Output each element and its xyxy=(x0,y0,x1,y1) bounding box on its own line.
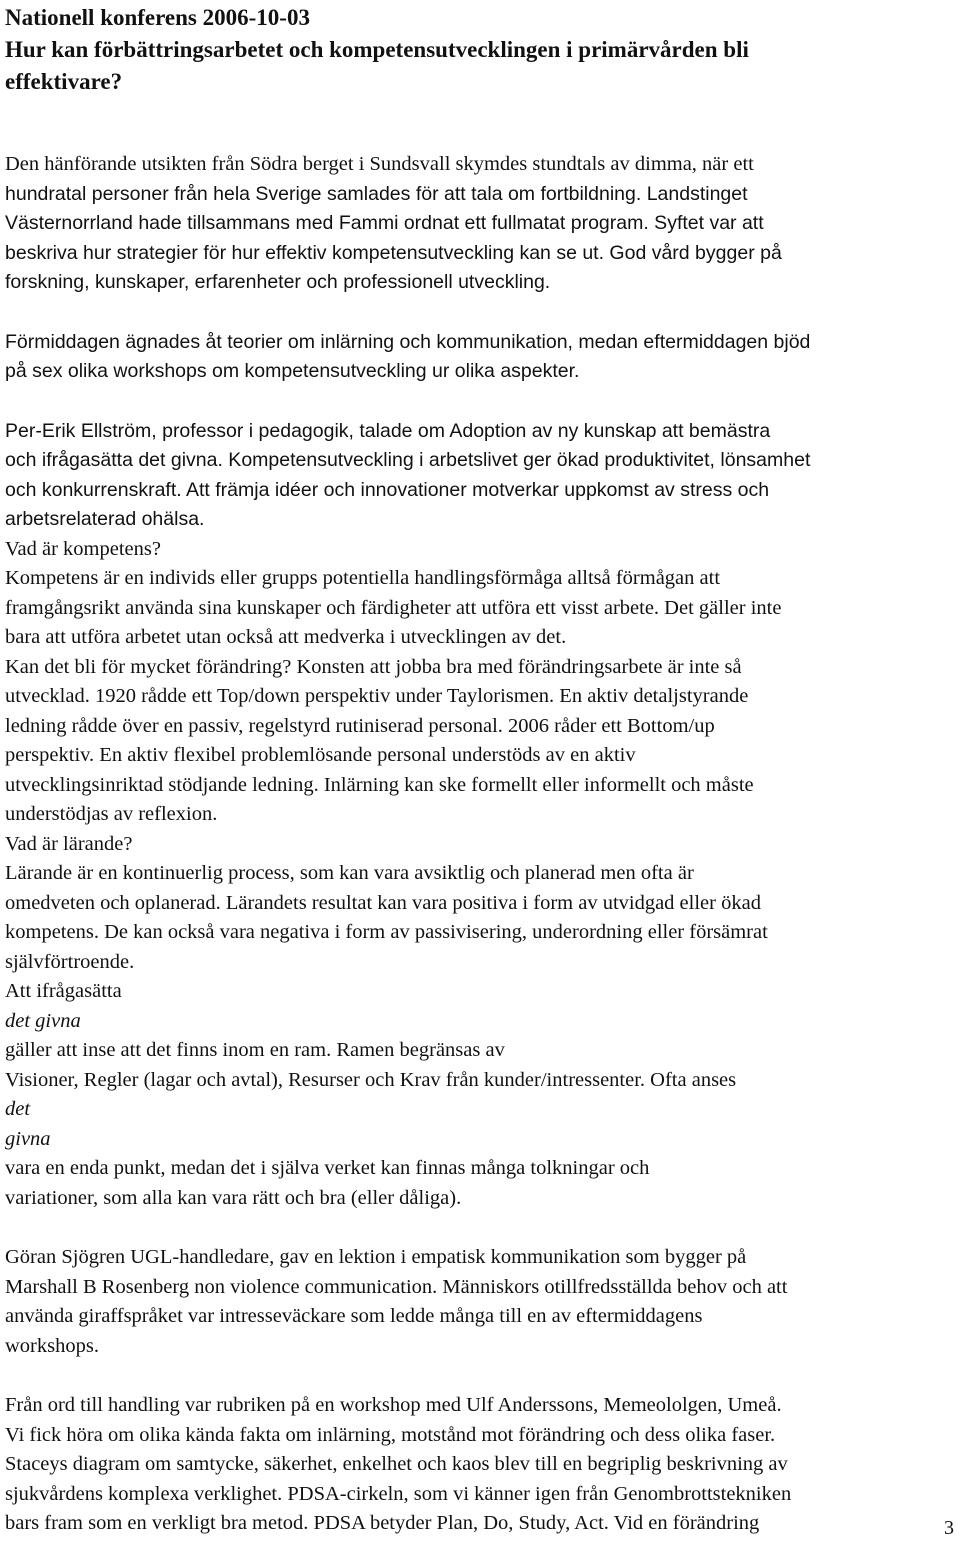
text-line: sjukvårdens komplexa verklighet. PDSA-cirkeln, som vi känner igen från Genombrottstekniken xyxy=(5,1482,792,1505)
subheading: Vad är kompetens? xyxy=(5,537,161,560)
text-line: Västernorrland hade tillsammans med Fammi ordnat ett fullmatat program. Syftet var att xyxy=(5,212,764,234)
text-line: använda giraffspråket var intresseväckare som ledde många till en av eftermiddagens xyxy=(5,1305,703,1327)
workshop-paragraph xyxy=(5,1391,955,1539)
document-page xyxy=(5,0,955,1539)
text-line: understödjas av reflexion. xyxy=(5,803,218,825)
text-line: på sex olika workshops om kompetensutveckling ur olika aspekter. xyxy=(5,360,580,382)
text-line: perspektiv. En aktiv flexibel problemlösande personal understöds av en aktiv xyxy=(5,744,636,766)
text-line: Göran Sjögren UGL-handledare, gav en lektion i empatisk kommunikation som bygger på xyxy=(5,1246,747,1268)
text-line: kompetens. De kan också vara negativa i form av passivisering, underordning eller försämrat xyxy=(5,921,768,943)
text-line: Förmiddagen ägnades åt teorier om inlärning och kommunikation, medan eftermiddagen bjöd xyxy=(5,330,811,353)
text-line: ledning rådde över en passiv, regelstyrd rutiniserad personal. 2006 råder ett Bottom/up xyxy=(5,714,715,737)
text-line xyxy=(5,977,955,1066)
morning-paragraph xyxy=(5,328,955,387)
text-line: och konkurrenskraft. Att främja idéer och innovationer motverkar uppkomst av stress och xyxy=(5,478,770,501)
text-line: utvecklad. 1920 rådde ett Top/down perspektiv under Taylorismen. En aktiv detaljstyrande xyxy=(5,685,749,707)
text-line: Från ord till handling var rubriken på en workshop med Ulf Anderssons, Memeololgen, Umeå. xyxy=(5,1394,782,1416)
title-line: Nationell konferens 2006-10-03 xyxy=(5,5,310,30)
subheading: Vad är lärande? xyxy=(5,832,133,855)
italic-run: det givna xyxy=(5,1009,81,1032)
sjogren-paragraph xyxy=(5,1243,955,1361)
text-line: utvecklingsinriktad stödjande ledning. Inlärning kan ske formellt eller informellt och måste xyxy=(5,773,754,796)
text-line: Marshall B Rosenberg non violence communication. Människors otillfredsställda behov och att xyxy=(5,1275,788,1298)
text-line: självförtroende. xyxy=(5,950,135,973)
text-run: Visioner, Regler (lagar och avtal), Resurser och Krav från kunder/intressenter. Ofta anses xyxy=(5,1068,737,1091)
text-line xyxy=(5,1066,955,1125)
title-line: Hur kan förbättringsarbetet och kompetensutvecklingen i primärvården bli xyxy=(5,37,749,62)
text-line: Den hänförande utsikten från Södra berget i Sundsvall skymdes stundtals av dimma, när ett xyxy=(5,153,754,175)
intro-paragraph xyxy=(5,150,955,298)
text-line: Per-Erik Ellström, professor i pedagogik, talade om Adoption av ny kunskap att bemästra xyxy=(5,419,771,442)
text-line: bars fram som en verkligt bra metod. PDSA betyder Plan, Do, Study, Act. Vid en förändring xyxy=(5,1512,760,1534)
competence-section xyxy=(5,535,955,1214)
page-number: 3 xyxy=(944,1517,954,1539)
text-line: och ifrågasätta det givna. Kompetensutveckling i arbetslivet ger ökad produktivitet, lönsamhet xyxy=(5,449,811,471)
text-line: beskriva hur strategier för hur effektiv kompetensutveckling kan se ut. God vård bygger på xyxy=(5,241,782,264)
text-line: Vi fick höra om olika kända fakta om inlärning, motstånd mot förändring och dess olika faser. xyxy=(5,1423,776,1446)
italic-run: givna xyxy=(5,1127,51,1150)
text-line: omedveten och oplanerad. Lärandets resultat kan vara positiva i form av utvidgad eller ökad xyxy=(5,891,761,914)
italic-run: det xyxy=(5,1098,31,1120)
text-run: vara en enda punkt, medan det i själva verket kan finnas många tolkningar och xyxy=(5,1157,650,1179)
text-line: Lärande är en kontinuerlig process, som kan vara avsiktlig och planerad men ofta är xyxy=(5,862,694,884)
title-line: effektivare? xyxy=(5,69,123,94)
text-line: Kan det bli för mycket förändring? Konsten att jobba bra med förändringsarbete är inte så xyxy=(5,655,742,678)
ellstrom-paragraph xyxy=(5,417,955,535)
page-title xyxy=(5,0,955,98)
text-line: Staceys diagram om samtycke, säkerhet, enkelhet och kaos blev till en begriplig beskrivning av xyxy=(5,1453,788,1475)
text-run: gäller att inse att det finns inom en ram. Ramen begränsas av xyxy=(5,1039,505,1061)
text-run: Att ifrågasätta xyxy=(5,980,122,1002)
text-line: arbetsrelaterad ohälsa. xyxy=(5,508,205,530)
text-line: workshops. xyxy=(5,1334,99,1357)
text-line: Kompetens är en individs eller grupps potentiella handlingsförmåga alltså förmågan att xyxy=(5,567,721,589)
text-line: hundratal personer från hela Sverige samlades för att tala om fortbildning. Landstinget xyxy=(5,182,748,205)
text-line: bara att utföra arbetet utan också att medverka i utvecklingen av det. xyxy=(5,626,567,648)
text-line: framgångsrikt använda sina kunskaper och färdigheter att utföra ett visst arbete. Det gäller inte xyxy=(5,596,782,619)
text-line xyxy=(5,1125,955,1184)
text-line: forskning, kunskaper, erfarenheter och professionell utveckling. xyxy=(5,271,551,293)
text-line: variationer, som alla kan vara rätt och bra (eller dåliga). xyxy=(5,1186,462,1209)
